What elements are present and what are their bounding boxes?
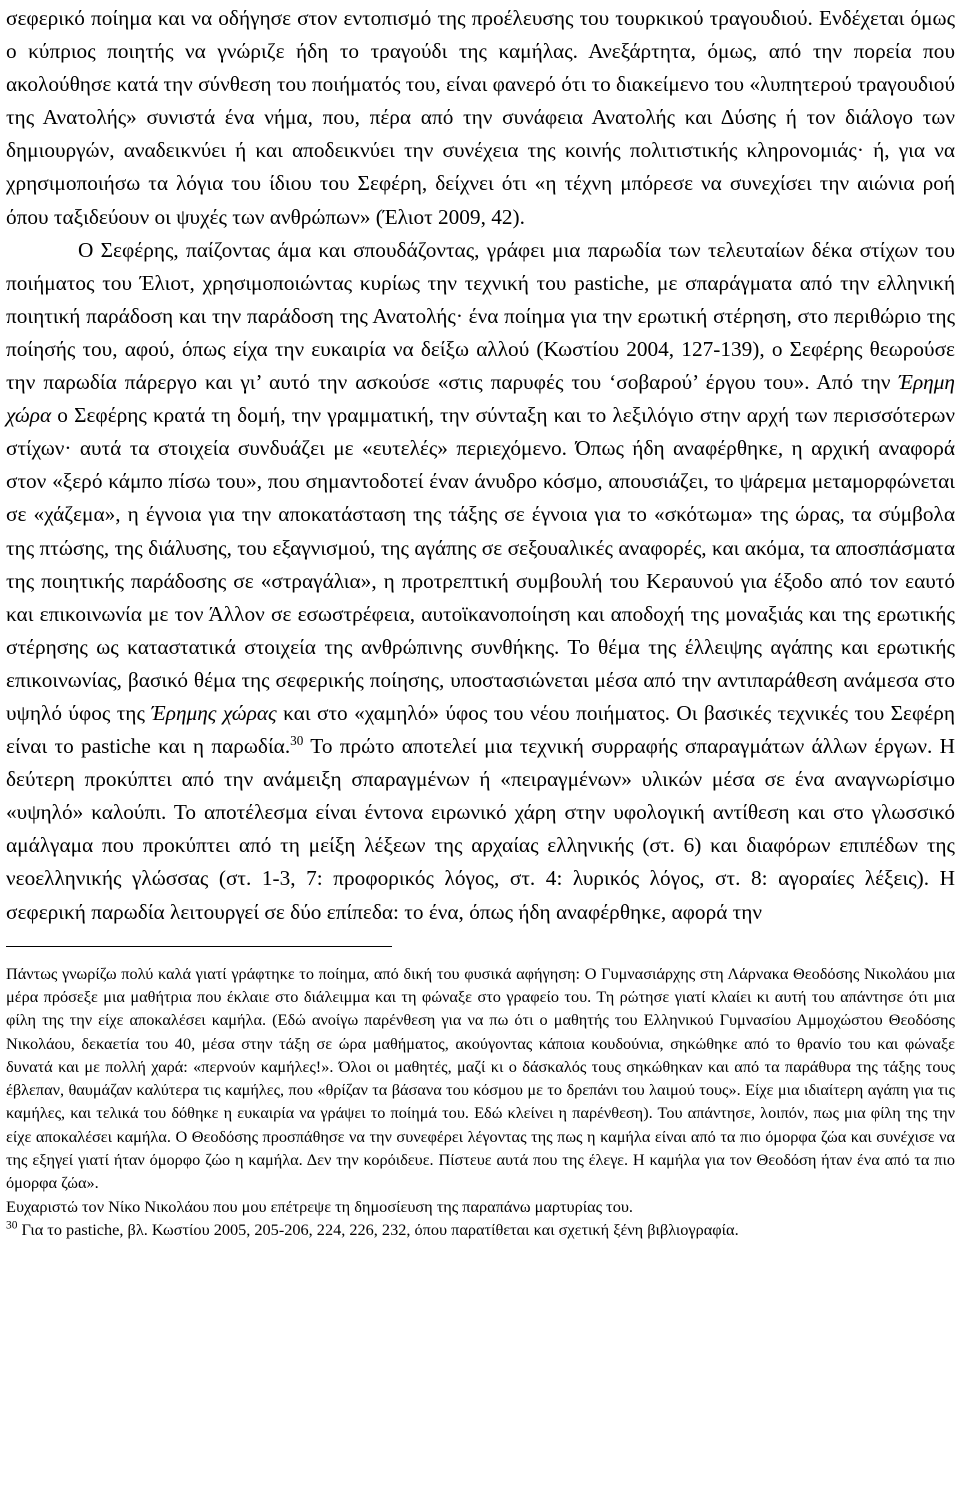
footnote-paragraph bbox=[6, 1195, 955, 1218]
text-span: Για το pastiche, βλ. Κωστίου 2005, 205-206, 224, 226, 232, όπου παρατίθεται και σχετική ξένη βιβλιογραφία. bbox=[17, 1219, 739, 1239]
body-paragraph bbox=[6, 234, 955, 929]
footnote-marker: 30 bbox=[6, 1219, 18, 1232]
text-span: Το πρώτο αποτελεί μια τεχνική συρραφής σπαραγμάτων άλλων έργων. Η δεύτερη προκύπτει από την ανάμειξη σπαραγμένων ή «πειραγμένων» υλικών μέσα σε ένα αναγνωρίσιμο «υψηλό» καλούπι. Το αποτέλεσμα είναι έντονα ειρωνικό χάρη στην υφολογική αντίθεση και στο γλωσσικό αμάλγαμα που προκύπτει από τη μείξη λέξεων της αρχαίας ελληνικής (στ. 6) και διαφόρων επιπέδων της νεοελληνικής γλώσσας (στ. 1-3, 7: προφορικός λόγος, στ. 4: λυρικός λόγος, στ. 8: αγοραίες λέξεις). Η σεφερική παρωδία λειτουργεί σε δύο επίπεδα: το ένα, όπως ήδη αναφέρθηκε, αφορά την bbox=[6, 734, 955, 924]
text-span: Πάντως γνωρίζω πολύ καλά γιατί γράφτηκε το ποίημα, από δική του φυσικά αφήγηση: Ο Γυμνασιάρχης στη Λάρνακα Θεοδόσης Νικολάου μια μέρα πρόσεξε μια μαθήτρια που έκλαιε στο διάλειμμα και τη φώναξε στο γραφείο του. Τη ρώτησε γιατί κλαίει κι αυτή του απάντησε ότι μια φίλη της την είχε αποκαλέσει καμήλα. (Εδώ ανοίγω παρένθεση για να πω ότι ο μαθητής του Ελληνικού Γυμνασίου Αμμοχώστου Θεοδόσης Νικολάου, δεκαετία του 40, μέσα στην τάξη σε ώρα μαθήματος, ακούγοντας κάποια κουδούνια, σηκώθηκε από το θρανίο του και φώναξε δυνατά και με πολλή χαρά: «περνούν καμήλες!». Όλοι οι μαθητές, μαζί κι ο δάσκαλός τους σηκώθηκαν και από τα παράθυρα της τάξης τους έβλεπαν, θαυμάζαν καλύτερα τις καμήλες, που «θρίζαν τα βάσανα του κόσμου με το δρεπάνι του λαιμού τους». Είχε μια ιδιαίτερη αγάπη για τις καμήλες, και τελικά του δόθηκε η ευκαιρία να γράψει το ποίημά του. Εδώ κλείνει η παρένθεση). Του απάντησε, λοιπόν, πως μια φίλη της την είχε αποκαλέσει καμήλα. Ο Θεοδόσης προσπάθησε να την συνεφέρει λέγοντας της πως η καμήλα είναι από τα πιο όμορφα ζώα και συνέχισε να της εξηγεί γιατί ήταν όμορφο ζώο η καμήλα. Δεν την κορόιδευε. Πίστευε αυτά που της έλεγε. Η καμήλα για τον Θεοδόση ήταν ένα από τα πιο όμορφα ζώα». bbox=[6, 963, 955, 1193]
italic-title-span: Έρημη χώρα bbox=[6, 370, 955, 428]
text-span: ο Σεφέρης κρατά τη δομή, την γραμματική, την σύνταξη και το λεξιλόγιο στην αρχή των περισσότερων στίχων· αυτά τα στοιχεία συνδυάζει με «ευτελές» περιεχόμενο. Όπως ήδη αναφέρθηκε, η αρχική αναφορά στον «ξερό κάμπο πίσω του», που σημαντοδοτεί έναν άνυδρο κόσμο, απουσιάζει, το ψάρεμα μεταμορφώνεται σε «χάζεμα», η έγνοια για την αποκατάσταση της τάξης σε έγνοια για το «σκότωμα» της ώρας, τα σύμβολα της πτώσης, της διάλυσης, του εξαγνισμού, της αγάπης σε σεξουαλικές αναφορές, και ακόμα, τα αποσπάσματα της ποιητικής παράδοσης σε «στραγάλια», η προτρεπτική συμβουλή του Κεραυνού για έξοδο από τον εαυτό και επικοινωνία με τον Άλλον σε εσωστρέφεια, αυτοϊκανοποίηση και αποδοχή της μοναξιάς και της ερωτικής στέρησης ως καταστατικά στοιχεία της ανθρώπινης συνθήκης. Το θέμα της έλλειψης αγάπης και ερωτικής επικοινωνίας, βασικό θέμα της σεφερικής ποίησης, υποστασιώνεται μέσα από την αντιπαράθεση ανάμεσα στο υψηλό ύφος της bbox=[6, 403, 955, 725]
text-span: Ευχαριστώ τον Νίκο Νικολάου που μου επέτρεψε τη δημοσίευση της παραπάνω μαρτυρίας του. bbox=[6, 1196, 633, 1216]
text-span: Ο Σεφέρης, παίζοντας άμα και σπουδάζοντας, γράφει μια παρωδία των τελευταίων δέκα στίχων του ποιήματος του Έλιοτ, χρησιμοποιώντας κυρίως την τεχνική του pastiche, με σπαράγματα από την ελληνική ποιητική παράδοση και την παράδοση της Ανατολής· ένα ποίημα για την ερωτική στέρηση, στο περιθώριο της ποίησής του, αφού, όπως είχα την ευκαιρία να δείξω αλλού (Κωστίου 2004, 127-139), ο Σεφέρης θεωρούσε την παρωδία πάρεργο και γι’ αυτό την ασκούσε «στις παρυφές του ‘σοβαρού’ έργου του». Από την bbox=[6, 237, 955, 395]
main-body-text bbox=[6, 2, 955, 929]
text-span: και στο «χαμηλό» ύφος του νέου ποιήματος. Οι βασικές τεχνικές του Σεφέρη είναι το pastiche και η παρωδία. bbox=[6, 700, 955, 759]
text-span: σεφερικό ποίημα και να οδήγησε στον εντοπισμό της προέλευσης του τουρκικού τραγουδιού. Ενδέχεται όμως ο κύπριος ποιητής να γνώριζε ήδη το τραγούδι της καμήλας. Ανεξάρτητα, όμως, από την πορεία που ακολούθησε κατά την σύνθεση του ποιήματός του, είναι φανερό ότι το διακείμενο του «λυπητερού τραγουδιού της Ανατολής» συνιστά ένα νήμα, που, πέρα από την συνάφεια Ανατολής και Δύσης ή τον διάλογο των δημιουργών, αναδεικνύει ή και αποδεικνύει την συνέχεια της κοινής πολιτιστικής κληρονομιάς· ή, για να χρησιμοποιήσω τα λόγια του ίδιου του Σεφέρη, δείχνει ότι «η τέχνη μπόρεσε να συνεχίσει την αιώνια ροή όπου ταξιδεύουν οι ψυχές των ανθρώπων» (Έλιοτ 2009, 42). bbox=[6, 6, 955, 229]
footnotes-section bbox=[6, 962, 955, 1242]
footnote-marker: 30 bbox=[290, 732, 304, 748]
body-paragraph bbox=[6, 2, 955, 234]
footnote-paragraph bbox=[6, 1218, 955, 1241]
footnote-paragraph bbox=[6, 962, 955, 1195]
italic-title-span: Έρημης χώρας bbox=[151, 700, 277, 725]
footnote-separator-rule bbox=[6, 946, 392, 948]
